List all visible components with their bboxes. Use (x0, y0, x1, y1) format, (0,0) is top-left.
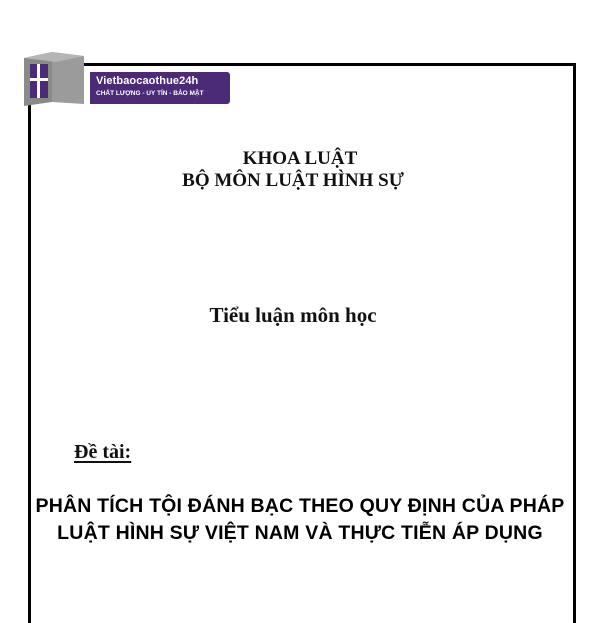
faculty-heading: KHOA LUẬT (242, 148, 358, 169)
logo-name: Vietbaocaothue24h (96, 75, 199, 87)
logo-slogan: CHẤT LƯỢNG - UY TÍN - BẢO MẬT (96, 90, 204, 97)
essay-title (0, 493, 600, 547)
essay-title-line-2: LUẬT HÌNH SỰ VIỆT NAM VÀ THỰC TIỄN ÁP DỤNG (57, 522, 543, 544)
department-heading: BỘ MÔN LUẬT HÌNH SỰ (182, 170, 404, 191)
essay-type: Tiểu luận môn học (209, 303, 377, 327)
topic-label: Đề tài: (74, 441, 132, 463)
logo-banner (90, 72, 230, 104)
watermark-logo (22, 50, 232, 106)
essay-title-line-1: PHÂN TÍCH TỘI ĐÁNH BẠC THEO QUY ĐỊNH CỦA PHÁP (35, 495, 565, 517)
